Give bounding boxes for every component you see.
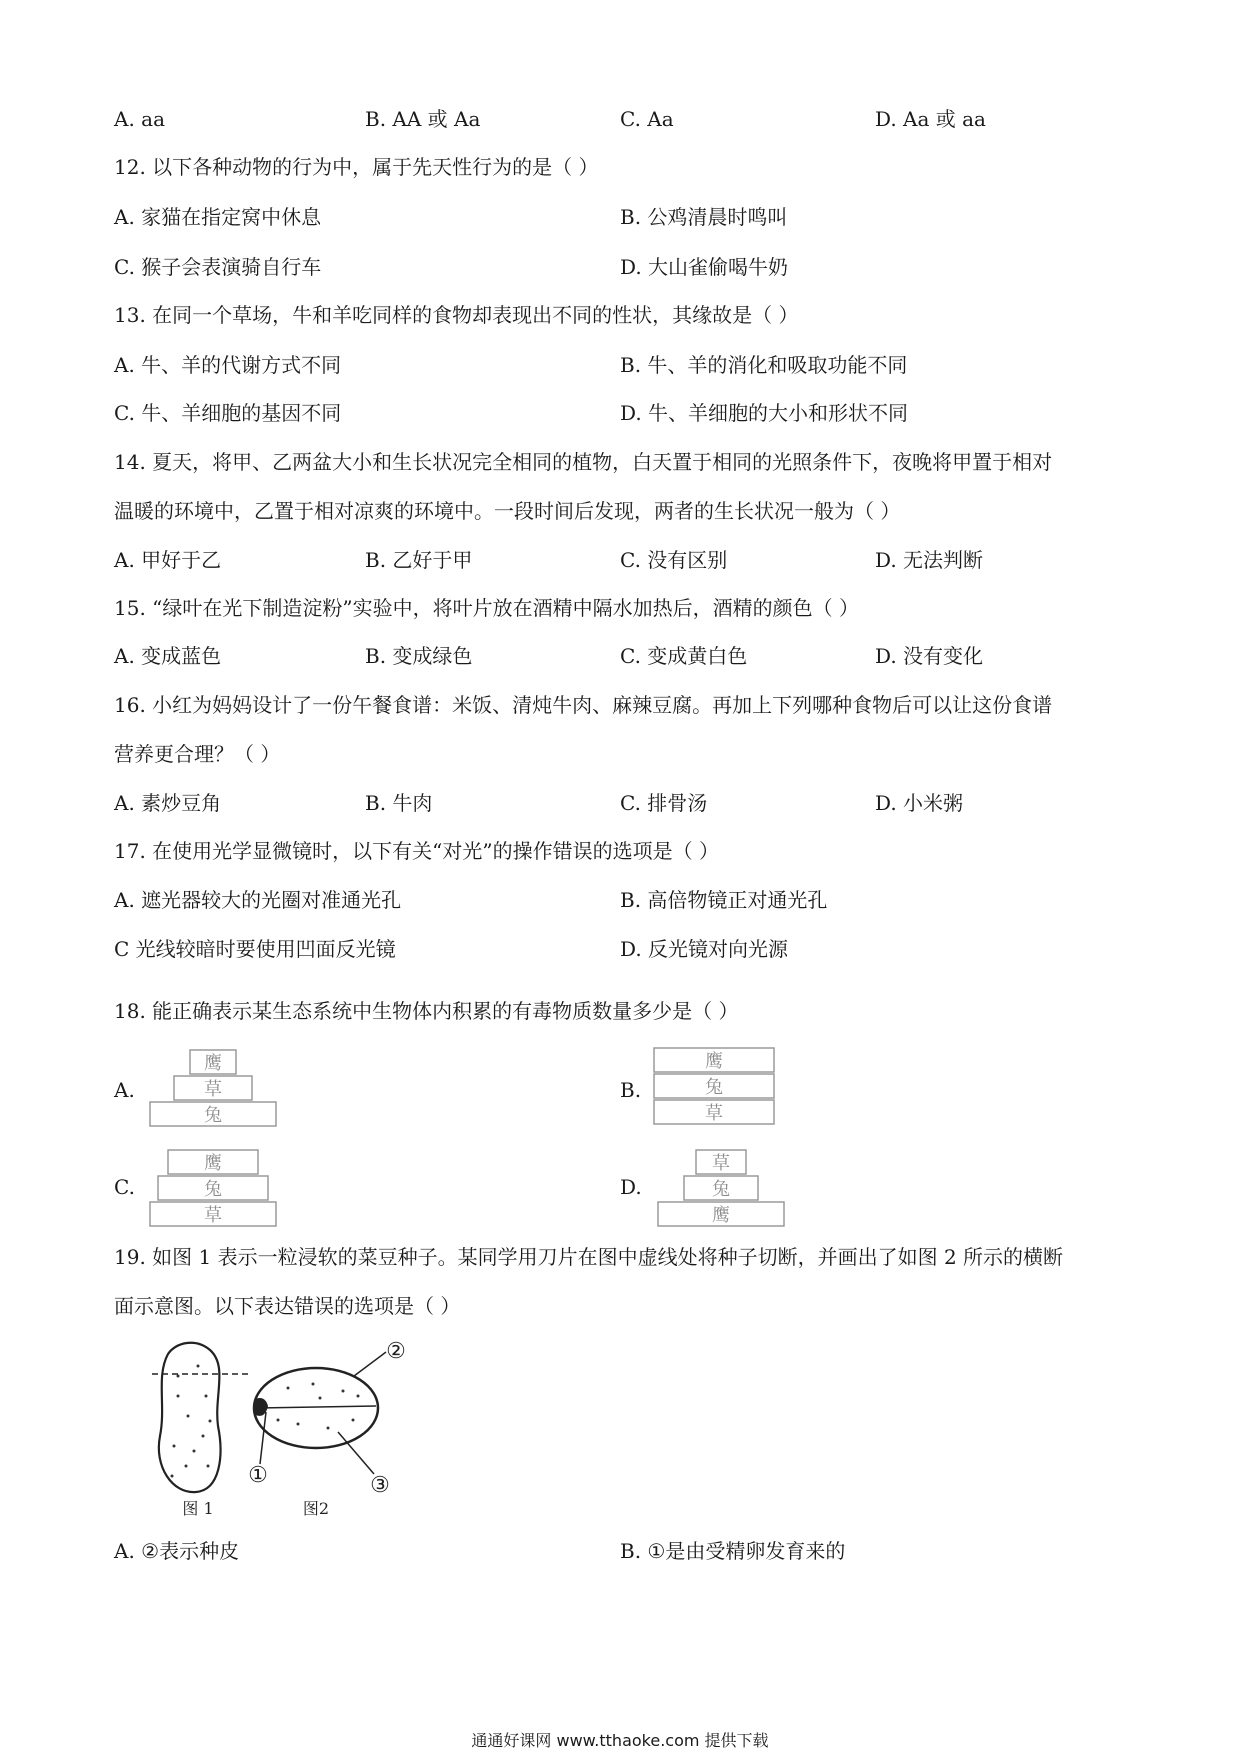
q19-option-a: A. ②表示种皮 (114, 1539, 240, 1563)
q18-a-level1: 鹰 (204, 1053, 222, 1074)
q17-stem: 17. 在使用光学显微镜时，以下有关“对光”的操作错误的选项是（ ） (114, 839, 719, 863)
q14-option-c: C. 没有区别 (620, 548, 728, 572)
q16-option-c: C. 排骨汤 (620, 791, 708, 815)
q13-stem: 13. 在同一个草场，牛和羊吃同样的食物却表现出不同的性状，其缘故是（ ） (114, 303, 799, 327)
q18-b-level3: 草 (705, 1103, 723, 1124)
fig2-caption: 图2 (302, 1499, 330, 1516)
q18-letter-d: D. (620, 1175, 642, 1199)
q19-option-b: B. ①是由受精卵发育来的 (620, 1539, 846, 1563)
q18-c-level1: 鹰 (204, 1153, 222, 1174)
q17-option-d: D. 反光镜对向光源 (620, 937, 789, 961)
q18-letter-b: B. (620, 1078, 642, 1102)
q12-option-c: C. 猴子会表演骑自行车 (114, 255, 322, 279)
q13-option-d: D. 牛、羊细胞的大小和形状不同 (620, 401, 909, 425)
q19-stem-line1: 19. 如图 1 表示一粒浸软的菜豆种子。某同学用刀片在图中虚线处将种子切断，并画出了如图 2 所示的横断 (114, 1245, 1064, 1269)
label-2: ② (386, 1339, 406, 1364)
fig1-caption: 图 1 (182, 1499, 214, 1516)
q15-option-a: A. 变成蓝色 (114, 644, 222, 668)
q18-c-level3: 草 (204, 1205, 222, 1226)
q16-option-b: B. 牛肉 (365, 791, 433, 815)
q17-option-a: A. 遮光器较大的光圈对准通光孔 (114, 888, 402, 912)
q18-pyramid-d (656, 1148, 786, 1235)
q11-option-d: D. Aa 或 aa (875, 107, 986, 131)
q11-option-a: A. aa (114, 107, 166, 131)
q14-stem-line2: 温暖的环境中，乙置于相对凉爽的环境中。一段时间后发现，两者的生长状况一般为（ ） (114, 499, 901, 523)
label-3: ③ (370, 1473, 390, 1498)
q18-pyramid-a (148, 1048, 278, 1135)
q18-pyramid-b (652, 1046, 778, 1133)
q17-option-b: B. 高倍物镜正对通光孔 (620, 888, 828, 912)
q12-option-d: D. 大山雀偷喝牛奶 (620, 255, 789, 279)
q18-b-level2: 兔 (705, 1077, 723, 1098)
page-footer: 通通好课网 www.tthaoke.com 提供下载 (471, 1731, 769, 1750)
q18-d-level3: 鹰 (712, 1205, 730, 1226)
q15-option-c: C. 变成黄白色 (620, 644, 748, 668)
q16-option-a: A. 素炒豆角 (114, 791, 222, 815)
q12-option-a: A. 家猫在指定窝中休息 (114, 205, 322, 229)
q14-option-b: B. 乙好于甲 (365, 548, 473, 572)
q12-stem: 12. 以下各种动物的行为中，属于先天性行为的是（ ） (114, 155, 599, 179)
q14-stem-line1: 14. 夏天，将甲、乙两盆大小和生长状况完全相同的植物，白天置于相同的光照条件下，夜晚将甲置于相对 (114, 450, 1053, 474)
q19-seed-figure (148, 1336, 438, 1521)
bean-seed-outline (159, 1343, 221, 1492)
q18-a-level3: 兔 (204, 1105, 222, 1126)
q14-option-a: A. 甲好于乙 (114, 548, 222, 572)
q15-option-d: D. 没有变化 (875, 644, 984, 668)
q18-stem: 18. 能正确表示某生态系统中生物体内积累的有毒物质数量多少是（ ） (114, 999, 739, 1023)
q17-option-c: C 光线较暗时要使用凹面反光镜 (114, 937, 396, 961)
q15-stem: 15. “绿叶在光下制造淀粉”实验中，将叶片放在酒精中隔水加热后，酒精的颜色（ ） (114, 596, 859, 620)
q18-letter-a: A. (114, 1078, 135, 1102)
q18-d-level2: 兔 (712, 1179, 730, 1200)
label-1: ① (248, 1463, 268, 1488)
q11-option-b: B. AA 或 Aa (365, 107, 481, 131)
q13-option-a: A. 牛、羊的代谢方式不同 (114, 353, 342, 377)
q18-pyramid-c (148, 1148, 278, 1235)
q19-stem-line2: 面示意图。以下表达错误的选项是（ ） (114, 1294, 461, 1318)
q12-option-b: B. 公鸡清晨时鸣叫 (620, 205, 788, 229)
q11-option-c: C. Aa (620, 107, 674, 131)
q18-b-level1: 鹰 (705, 1051, 723, 1072)
q15-option-b: B. 变成绿色 (365, 644, 473, 668)
q16-stem-line2: 营养更合理？（ ） (114, 742, 281, 766)
q14-option-d: D. 无法判断 (875, 548, 984, 572)
q16-option-d: D. 小米粥 (875, 791, 964, 815)
q18-c-level2: 兔 (204, 1179, 222, 1200)
q18-a-level2: 草 (204, 1079, 222, 1100)
q16-stem-line1: 16. 小红为妈妈设计了一份午餐食谱：米饭、清炖牛肉、麻辣豆腐。再加上下列哪种食物后可以让这份食谱 (114, 693, 1053, 717)
q18-d-level1: 草 (712, 1153, 730, 1174)
q18-letter-c: C. (114, 1175, 135, 1199)
q13-option-c: C. 牛、羊细胞的基因不同 (114, 401, 342, 425)
q13-option-b: B. 牛、羊的消化和吸取功能不同 (620, 353, 908, 377)
